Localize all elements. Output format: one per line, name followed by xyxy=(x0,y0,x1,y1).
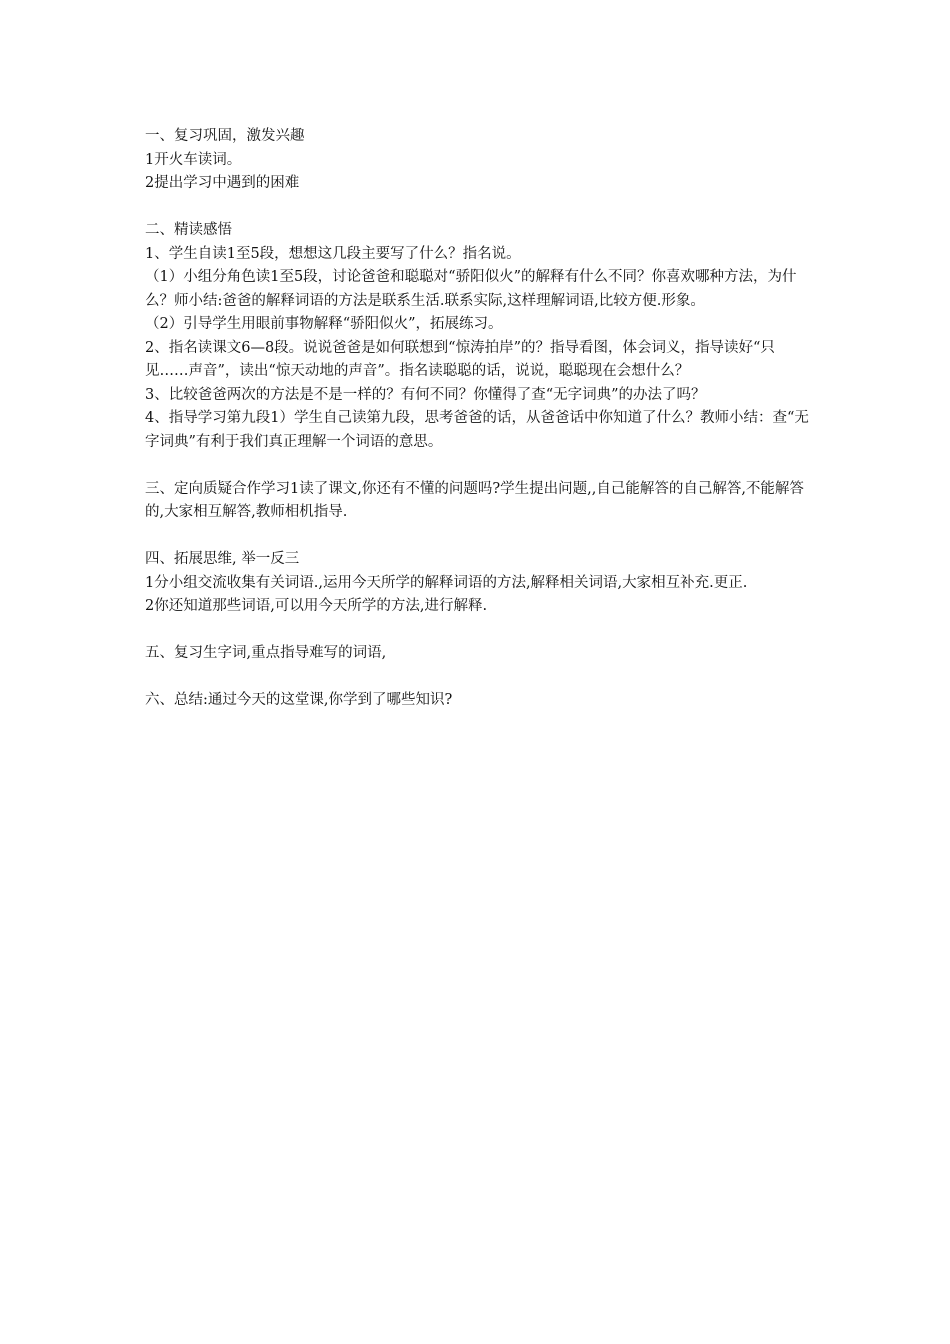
paragraph-gap xyxy=(145,619,810,643)
section-1-item-1: 1开火车读词。 xyxy=(145,151,242,168)
section-4-item-2: 2你还知道那些词语,可以用今天所学的方法,进行解释. xyxy=(145,598,488,614)
section-1-heading: 一、复习巩固，激发兴趣 xyxy=(145,128,305,144)
section-2-item-2: 2、指名读课文6—8段。说说爸爸是如何联想到“惊涛拍岸”的？指导看图，体会词义，指导读好“只见……声音”，读出“惊天动地的声音”。指名读聪聪的话，说说，聪聪现在会想什么？ xyxy=(145,339,775,379)
section-2-item-1-2: （2）引导学生用眼前事物解释“骄阳似火”，拓展练习。 xyxy=(145,316,503,332)
section-2-item-3: 3、比较爸爸两次的方法是不是一样的？有何不同？你懂得了查“无字词典”的办法了吗？ xyxy=(145,386,706,403)
section-6-text: 六、总结:通过今天的这堂课,你学到了哪些知识? xyxy=(145,692,453,708)
paragraph-gap xyxy=(145,666,810,690)
section-3-text: 三、定向质疑合作学习1读了课文,你还有不懂的问题吗?学生提出问题,,自己能解答的自己解答,不能解答的,大家相互解答,教师相机指导. xyxy=(145,480,804,520)
section-4-item-1: 1分小组交流收集有关词语.,运用今天所学的解释词语的方法,解释相关词语,大家相互补充.更正. xyxy=(145,574,748,591)
section-2-item-4: 4、指导学习第九段1）学生自己读第九段，思考爸爸的话，从爸爸话中你知道了什么？教师小结：查“无字词典”有利于我们真正理解一个词语的意思。 xyxy=(145,410,809,450)
document-body xyxy=(145,125,810,713)
section-2-item-1: 1、学生自读1至5段，想想这几段主要写了什么？指名说。 xyxy=(145,245,521,262)
section-2-heading: 二、精读感悟 xyxy=(145,222,232,238)
paragraph-gap xyxy=(145,196,810,220)
section-5-text: 五、复习生字词,重点指导难写的词语, xyxy=(145,645,387,661)
section-2-item-1-1: （1）小组分角色读1至5段，讨论爸爸和聪聪对“骄阳似火”的解释有什么不同？你喜欢哪种方法，为什么？师小结:爸爸的解释词语的方法是联系生活.联系实际,这样理解词语,比较方便.形象。 xyxy=(145,269,797,309)
section-1-item-2: 2提出学习中遇到的困难 xyxy=(145,175,300,191)
paragraph-gap xyxy=(145,454,810,478)
section-4-heading: 四、拓展思维, 举一反三 xyxy=(145,551,300,567)
paragraph-gap xyxy=(145,525,810,549)
